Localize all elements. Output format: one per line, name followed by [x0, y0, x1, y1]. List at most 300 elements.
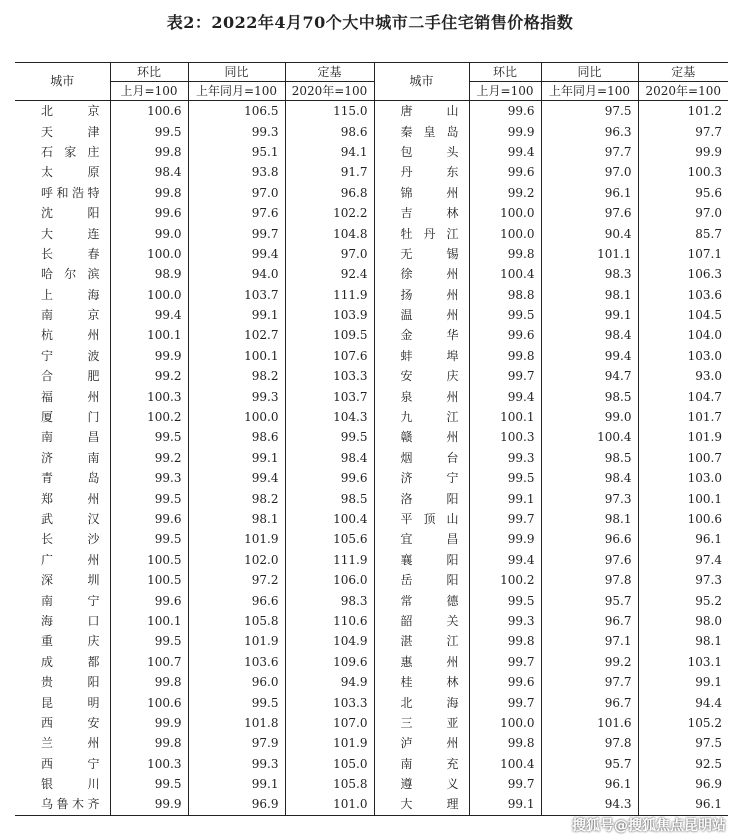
cell-hb-right: 99.7 [469, 509, 541, 529]
cell-city-left: 呼和浩特 [41, 185, 100, 200]
cell-city-right: 蚌埠 [374, 346, 469, 366]
cell-dj-right: 95.2 [638, 590, 728, 610]
table-row [15, 285, 728, 305]
cell-hb-right: 99.3 [469, 448, 541, 468]
cell-tb-left: 99.3 [188, 386, 285, 406]
cell-hb-left: 100.1 [110, 325, 188, 345]
cell-city-right: 温州 [374, 305, 469, 325]
cell-tb-left: 97.6 [188, 203, 285, 223]
table-row [15, 713, 728, 733]
cell-tb-right: 99.1 [541, 305, 638, 325]
cell-tb-right: 98.4 [541, 325, 638, 345]
cell-dj-right: 101.7 [638, 407, 728, 427]
cell-tb-right: 97.0 [541, 162, 638, 182]
cell-dj-right: 96.1 [638, 794, 728, 815]
table-row [15, 366, 728, 386]
cell-hb-right: 99.6 [469, 101, 541, 122]
cell-hb-right: 100.4 [469, 264, 541, 284]
cell-city-right: 赣州 [374, 427, 469, 447]
cell-tb-left: 100.0 [188, 407, 285, 427]
cell-dj-left: 107.0 [285, 713, 374, 733]
cell-tb-right: 99.0 [541, 407, 638, 427]
cell-hb-right: 99.8 [469, 244, 541, 264]
table-row [15, 488, 728, 508]
table-row [15, 672, 728, 692]
cell-tb-left: 102.7 [188, 325, 285, 345]
table-row [15, 386, 728, 406]
table-row [15, 325, 728, 345]
header-tb-right: 同比 [541, 63, 638, 82]
cell-dj-right: 85.7 [638, 223, 728, 243]
cell-hb-right: 99.4 [469, 142, 541, 162]
table-row [15, 305, 728, 325]
cell-city-left: 长沙 [41, 532, 100, 547]
cell-tb-left: 96.0 [188, 672, 285, 692]
cell-hb-left: 99.0 [110, 223, 188, 243]
cell-tb-left: 100.1 [188, 346, 285, 366]
cell-dj-right: 107.1 [638, 244, 728, 264]
cell-city-right: 济宁 [374, 468, 469, 488]
cell-hb-left: 100.0 [110, 244, 188, 264]
cell-dj-left: 98.5 [285, 488, 374, 508]
cell-tb-right: 96.7 [541, 692, 638, 712]
cell-hb-right: 99.7 [469, 692, 541, 712]
cell-hb-left: 99.9 [110, 794, 188, 815]
cell-dj-left: 109.6 [285, 652, 374, 672]
cell-hb-left: 99.9 [110, 346, 188, 366]
cell-tb-left: 105.8 [188, 611, 285, 631]
cell-tb-left: 95.1 [188, 142, 285, 162]
table-row [15, 142, 728, 162]
cell-hb-left: 99.9 [110, 713, 188, 733]
cell-dj-left: 97.0 [285, 244, 374, 264]
cell-tb-left: 97.2 [188, 570, 285, 590]
cell-hb-left: 100.6 [110, 101, 188, 122]
cell-tb-left: 96.9 [188, 794, 285, 815]
cell-city-left: 青岛 [41, 471, 100, 486]
cell-hb-left: 99.4 [110, 305, 188, 325]
cell-city-left: 武汉 [41, 512, 100, 526]
subheader-hb-right: 上月=100 [469, 82, 541, 101]
cell-hb-right: 99.6 [469, 325, 541, 345]
cell-city-left: 乌鲁木齐 [15, 794, 110, 815]
cell-hb-right: 100.4 [469, 754, 541, 774]
cell-hb-left: 99.5 [110, 121, 188, 141]
cell-city-right: 秦皇岛 [374, 121, 469, 141]
cell-dj-left: 99.5 [285, 427, 374, 447]
table-row [15, 692, 728, 712]
cell-dj-left: 102.2 [285, 203, 374, 223]
cell-hb-left: 99.5 [110, 774, 188, 794]
cell-tb-left: 99.7 [188, 223, 285, 243]
cell-city-right: 无锡 [374, 244, 469, 264]
cell-hb-right: 99.7 [469, 366, 541, 386]
cell-tb-right: 97.1 [541, 631, 638, 651]
cell-tb-right: 97.8 [541, 733, 638, 753]
cell-hb-right: 99.1 [469, 794, 541, 815]
cell-dj-left: 100.4 [285, 509, 374, 529]
cell-hb-right: 99.5 [469, 590, 541, 610]
cell-city-left: 长春 [41, 246, 100, 261]
cell-hb-left: 99.5 [110, 529, 188, 549]
subheader-dj-left: 2020年=100 [285, 82, 374, 101]
cell-hb-right: 100.0 [469, 713, 541, 733]
cell-tb-left: 97.9 [188, 733, 285, 753]
cell-city-right: 金华 [374, 325, 469, 345]
cell-city-left: 南京 [41, 308, 100, 323]
cell-city-right: 桂林 [374, 672, 469, 692]
cell-hb-left: 100.3 [110, 754, 188, 774]
cell-city-left: 太原 [41, 165, 100, 180]
cell-dj-left: 109.5 [285, 325, 374, 345]
cell-dj-right: 103.0 [638, 346, 728, 366]
cell-dj-right: 100.6 [638, 509, 728, 529]
cell-hb-left: 99.5 [110, 631, 188, 651]
table-row [15, 631, 728, 651]
cell-dj-left: 104.8 [285, 223, 374, 243]
cell-city-left: 南宁 [41, 593, 100, 608]
table-row [15, 223, 728, 243]
cell-city-left: 昆明 [41, 695, 100, 710]
cell-city-left: 合肥 [41, 369, 100, 384]
cell-dj-right: 100.7 [638, 448, 728, 468]
cell-dj-left: 101.0 [285, 794, 374, 815]
price-index-table [15, 62, 728, 816]
cell-dj-left: 99.6 [285, 468, 374, 488]
cell-city-right: 九江 [374, 407, 469, 427]
cell-tb-left: 101.8 [188, 713, 285, 733]
cell-hb-right: 100.0 [469, 203, 541, 223]
header-tb-left: 同比 [188, 63, 285, 82]
table-row [15, 794, 728, 815]
cell-city-left: 哈尔滨 [41, 267, 100, 282]
cell-hb-right: 100.0 [469, 223, 541, 243]
table-body [15, 101, 728, 816]
cell-tb-right: 98.4 [541, 468, 638, 488]
cell-city-left: 上海 [41, 287, 100, 302]
cell-city-right: 包头 [374, 142, 469, 162]
cell-dj-right: 100.1 [638, 488, 728, 508]
cell-dj-right: 104.0 [638, 325, 728, 345]
cell-city-right: 宜昌 [374, 529, 469, 549]
cell-dj-right: 96.9 [638, 774, 728, 794]
cell-tb-left: 99.4 [188, 244, 285, 264]
cell-dj-left: 110.6 [285, 611, 374, 631]
cell-city-left: 成都 [41, 654, 100, 669]
cell-hb-left: 98.4 [110, 162, 188, 182]
cell-city-right: 泉州 [374, 386, 469, 406]
cell-city-left: 贵阳 [41, 675, 100, 690]
table-row [15, 570, 728, 590]
cell-hb-left: 100.7 [110, 652, 188, 672]
cell-city-right: 大理 [374, 794, 469, 815]
cell-tb-left: 99.5 [188, 692, 285, 712]
cell-dj-right: 101.9 [638, 427, 728, 447]
cell-tb-left: 98.2 [188, 488, 285, 508]
cell-hb-right: 99.9 [469, 529, 541, 549]
table-row [15, 509, 728, 529]
cell-city-right: 牡丹江 [374, 223, 469, 243]
cell-dj-left: 103.3 [285, 692, 374, 712]
cell-tb-right: 98.5 [541, 448, 638, 468]
cell-city-right: 湛江 [374, 631, 469, 651]
cell-city-left: 宁波 [41, 348, 100, 363]
cell-tb-right: 97.7 [541, 142, 638, 162]
cell-dj-left: 103.3 [285, 366, 374, 386]
cell-city-right: 安庆 [374, 366, 469, 386]
header-dj-right: 定基 [638, 63, 728, 82]
table-row [15, 346, 728, 366]
cell-city-left: 海口 [41, 613, 100, 628]
cell-dj-left: 103.9 [285, 305, 374, 325]
cell-hb-left: 99.8 [110, 142, 188, 162]
cell-dj-right: 97.4 [638, 550, 728, 570]
cell-tb-right: 96.7 [541, 611, 638, 631]
cell-dj-right: 97.5 [638, 733, 728, 753]
cell-dj-left: 91.7 [285, 162, 374, 182]
header-hb-right: 环比 [469, 63, 541, 82]
cell-city-left: 厦门 [41, 410, 100, 425]
cell-dj-right: 98.0 [638, 611, 728, 631]
cell-hb-right: 100.2 [469, 570, 541, 590]
cell-tb-right: 94.3 [541, 794, 638, 815]
cell-tb-right: 97.3 [541, 488, 638, 508]
cell-hb-left: 99.6 [110, 203, 188, 223]
cell-city-left: 银川 [41, 777, 100, 792]
cell-hb-left: 100.1 [110, 611, 188, 631]
cell-city-left: 西安 [41, 715, 100, 730]
cell-dj-right: 94.4 [638, 692, 728, 712]
cell-dj-left: 98.3 [285, 590, 374, 610]
cell-tb-left: 101.9 [188, 529, 285, 549]
table-row [15, 101, 728, 122]
cell-hb-left: 98.9 [110, 264, 188, 284]
header-city-right: 城市 [374, 63, 469, 101]
table-row [15, 733, 728, 753]
cell-city-right: 吉林 [374, 203, 469, 223]
table-row [15, 427, 728, 447]
cell-hb-left: 99.2 [110, 448, 188, 468]
cell-hb-right: 99.8 [469, 733, 541, 753]
cell-tb-right: 98.5 [541, 386, 638, 406]
cell-city-left: 济南 [41, 450, 100, 465]
cell-tb-left: 103.6 [188, 652, 285, 672]
cell-dj-left: 103.7 [285, 386, 374, 406]
cell-city-right: 襄阳 [374, 550, 469, 570]
watermark: 搜狐号@搜狐焦点昆明站 [572, 818, 726, 834]
cell-dj-left: 105.6 [285, 529, 374, 549]
table-row [15, 183, 728, 203]
cell-city-left: 重庆 [41, 634, 100, 649]
cell-tb-left: 103.7 [188, 285, 285, 305]
cell-hb-right: 99.7 [469, 652, 541, 672]
table-row [15, 774, 728, 794]
cell-tb-left: 99.1 [188, 305, 285, 325]
cell-hb-left: 99.8 [110, 672, 188, 692]
cell-dj-left: 104.9 [285, 631, 374, 651]
table-row [15, 611, 728, 631]
cell-dj-right: 104.5 [638, 305, 728, 325]
cell-city-right: 徐州 [374, 264, 469, 284]
table-row [15, 550, 728, 570]
table-row [15, 121, 728, 141]
cell-tb-right: 97.6 [541, 203, 638, 223]
cell-city-right: 平顶山 [374, 509, 469, 529]
cell-dj-left: 94.9 [285, 672, 374, 692]
cell-hb-right: 99.9 [469, 121, 541, 141]
cell-city-left: 沈阳 [41, 206, 100, 221]
cell-hb-left: 99.5 [110, 488, 188, 508]
table-row [15, 162, 728, 182]
cell-tb-left: 97.0 [188, 183, 285, 203]
table-row [15, 754, 728, 774]
cell-dj-right: 100.3 [638, 162, 728, 182]
cell-city-right: 惠州 [374, 652, 469, 672]
cell-tb-left: 93.8 [188, 162, 285, 182]
cell-tb-right: 100.4 [541, 427, 638, 447]
cell-city-right: 岳阳 [374, 570, 469, 590]
cell-hb-left: 99.5 [110, 427, 188, 447]
cell-tb-right: 95.7 [541, 754, 638, 774]
cell-tb-right: 96.6 [541, 529, 638, 549]
cell-dj-right: 103.6 [638, 285, 728, 305]
cell-tb-right: 97.8 [541, 570, 638, 590]
cell-hb-right: 99.8 [469, 346, 541, 366]
cell-tb-left: 98.1 [188, 509, 285, 529]
cell-dj-right: 103.0 [638, 468, 728, 488]
table-row [15, 448, 728, 468]
cell-dj-right: 99.1 [638, 672, 728, 692]
table-row [15, 590, 728, 610]
cell-hb-right: 99.6 [469, 672, 541, 692]
cell-tb-right: 94.7 [541, 366, 638, 386]
cell-tb-left: 101.9 [188, 631, 285, 651]
table-row [15, 529, 728, 549]
cell-dj-right: 99.9 [638, 142, 728, 162]
cell-tb-right: 99.2 [541, 652, 638, 672]
cell-city-right: 丹东 [374, 162, 469, 182]
cell-dj-right: 106.3 [638, 264, 728, 284]
cell-hb-left: 99.8 [110, 733, 188, 753]
cell-hb-left: 100.5 [110, 570, 188, 590]
cell-city-left: 石家庄 [41, 144, 100, 159]
cell-hb-right: 100.3 [469, 427, 541, 447]
cell-city-left: 北京 [41, 104, 100, 119]
cell-tb-right: 101.1 [541, 244, 638, 264]
cell-tb-right: 98.1 [541, 285, 638, 305]
cell-hb-left: 99.2 [110, 366, 188, 386]
cell-dj-left: 98.6 [285, 121, 374, 141]
cell-city-right: 唐山 [374, 101, 469, 122]
cell-tb-left: 102.0 [188, 550, 285, 570]
table-row [15, 468, 728, 488]
cell-dj-left: 96.8 [285, 183, 374, 203]
cell-city-right: 三亚 [374, 713, 469, 733]
cell-hb-right: 99.1 [469, 488, 541, 508]
cell-tb-left: 106.5 [188, 101, 285, 122]
cell-tb-left: 99.4 [188, 468, 285, 488]
cell-tb-right: 96.3 [541, 121, 638, 141]
cell-tb-right: 97.6 [541, 550, 638, 570]
cell-city-left: 杭州 [41, 328, 100, 343]
cell-dj-left: 98.4 [285, 448, 374, 468]
cell-hb-right: 99.5 [469, 305, 541, 325]
cell-dj-right: 95.6 [638, 183, 728, 203]
cell-dj-right: 103.1 [638, 652, 728, 672]
cell-hb-left: 99.3 [110, 468, 188, 488]
cell-dj-left: 107.6 [285, 346, 374, 366]
cell-tb-right: 97.7 [541, 672, 638, 692]
table-row [15, 244, 728, 264]
cell-tb-left: 99.1 [188, 774, 285, 794]
cell-tb-left: 99.3 [188, 121, 285, 141]
cell-dj-left: 106.0 [285, 570, 374, 590]
cell-hb-right: 99.3 [469, 611, 541, 631]
cell-city-right: 扬州 [374, 285, 469, 305]
cell-dj-right: 98.1 [638, 631, 728, 651]
cell-dj-left: 105.8 [285, 774, 374, 794]
cell-city-left: 深圳 [41, 573, 100, 588]
cell-dj-right: 105.2 [638, 713, 728, 733]
cell-city-left: 大连 [41, 226, 100, 241]
cell-city-right: 泸州 [374, 733, 469, 753]
cell-city-right: 洛阳 [374, 488, 469, 508]
cell-tb-right: 90.4 [541, 223, 638, 243]
cell-dj-right: 104.7 [638, 386, 728, 406]
cell-city-left: 郑州 [41, 491, 100, 506]
subheader-tb-right: 上年同月=100 [541, 82, 638, 101]
cell-dj-right: 97.7 [638, 121, 728, 141]
cell-dj-right: 92.5 [638, 754, 728, 774]
cell-dj-right: 101.2 [638, 101, 728, 122]
cell-dj-left: 105.0 [285, 754, 374, 774]
cell-dj-left: 92.4 [285, 264, 374, 284]
subheader-dj-right: 2020年=100 [638, 82, 728, 101]
cell-city-right: 韶关 [374, 611, 469, 631]
cell-tb-left: 96.6 [188, 590, 285, 610]
table-row [15, 264, 728, 284]
cell-tb-left: 98.2 [188, 366, 285, 386]
cell-hb-left: 100.2 [110, 407, 188, 427]
cell-city-right: 遵义 [374, 774, 469, 794]
cell-tb-right: 98.3 [541, 264, 638, 284]
table-row [15, 407, 728, 427]
cell-city-left: 兰州 [41, 736, 100, 751]
cell-hb-right: 99.8 [469, 631, 541, 651]
cell-dj-right: 93.0 [638, 366, 728, 386]
cell-tb-right: 101.6 [541, 713, 638, 733]
cell-hb-right: 99.4 [469, 386, 541, 406]
cell-tb-left: 99.3 [188, 754, 285, 774]
subheader-tb-left: 上年同月=100 [188, 82, 285, 101]
cell-dj-right: 97.3 [638, 570, 728, 590]
cell-tb-left: 98.6 [188, 427, 285, 447]
cell-tb-left: 94.0 [188, 264, 285, 284]
cell-hb-right: 98.8 [469, 285, 541, 305]
cell-tb-left: 99.1 [188, 448, 285, 468]
cell-city-left: 福州 [41, 389, 100, 404]
header-dj-left: 定基 [285, 63, 374, 82]
cell-hb-right: 99.7 [469, 774, 541, 794]
cell-city-right: 南充 [374, 754, 469, 774]
cell-city-right: 烟台 [374, 448, 469, 468]
cell-hb-right: 99.5 [469, 468, 541, 488]
cell-city-left: 南昌 [41, 430, 100, 445]
cell-hb-left: 100.6 [110, 692, 188, 712]
cell-hb-right: 99.6 [469, 162, 541, 182]
cell-dj-left: 104.3 [285, 407, 374, 427]
cell-city-right: 北海 [374, 692, 469, 712]
